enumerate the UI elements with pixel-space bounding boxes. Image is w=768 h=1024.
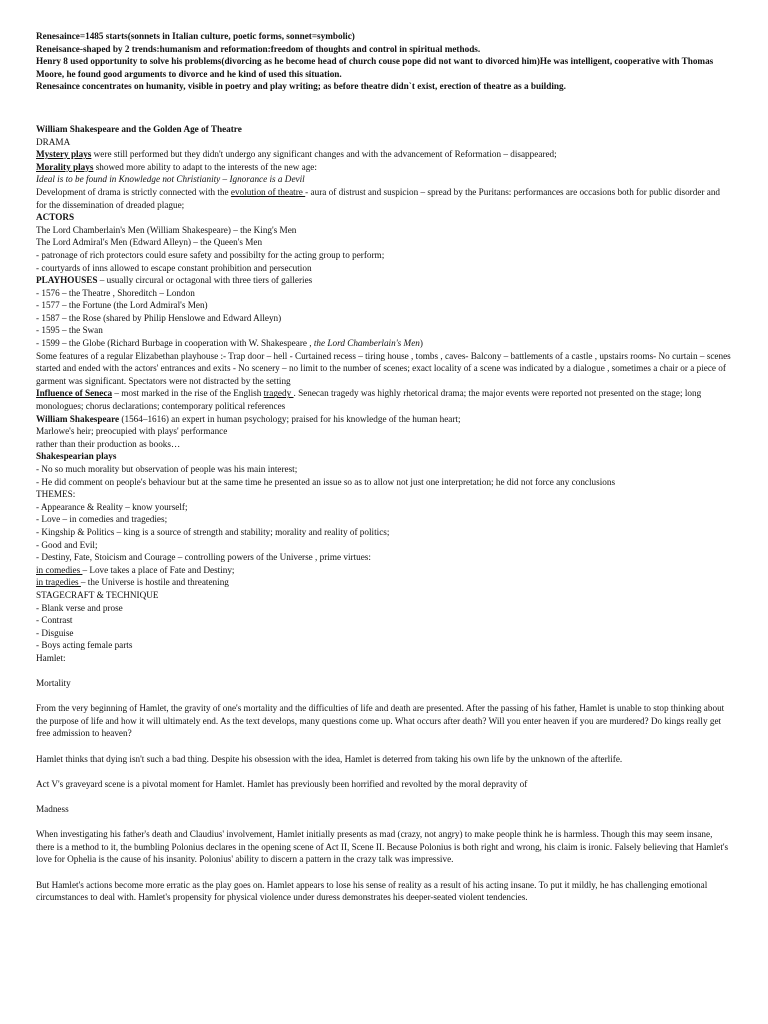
shakespearian-plays-item: - No so much morality but observation of people was his main interest; (36, 464, 298, 474)
seneca-term: Influence of Seneca (36, 388, 113, 399)
intro-block (36, 30, 732, 93)
playhouses-line (36, 274, 732, 287)
intro-line: Renesaince concentrates on humanity, visible in poetry and play writing; as before theatre didn`t exist, erection of theatre as a building. (36, 81, 566, 92)
mystery-plays-term: Mystery plays (36, 149, 92, 160)
tragedies-text: – the Universe is hostile and threatening (80, 577, 229, 588)
marlowe-line: Marlowe's heir; preocupied with plays' performance (36, 426, 228, 437)
playhouse-item: - 1595 – the Swan (36, 325, 103, 336)
theme-item: - Kingship & Politics – king is a source of strength and stability; morality and reality of politics; (36, 526, 390, 537)
globe-close: ) (419, 338, 423, 349)
madness-paragraph: When investigating his father's death and Claudius' involvement, Hamlet initially presents as mad (crazy, not angry) to make people think he is harmless. Though this may seem insane, there is a method to it, the bumbling Polonius declares in the opening scene of Act II, Scene II. Because Polonius is both right and wrong, his claim is ironic. Falsely believing that Hamlet's love for Ophelia is the cause of his insanity. Polonius' ability to discern a pattern in the crazy talk was impressive. (36, 829, 729, 865)
comedies-term: in comedies (36, 564, 83, 575)
hamlet-label: Hamlet: (36, 652, 66, 663)
theme-item: - Appearance & Reality – know yourself; (36, 501, 188, 512)
playhouse-item: - 1576 – the Theatre , Shoreditch – London (36, 287, 195, 298)
development-rest: - aura of distrust and suspicion – spread by the Puritans: performances are occasions both for public disorder and for the dissemination of dreaded plague; (36, 186, 721, 210)
actors-line: The Lord Admiral's Men (Edward Alleyn) – the Queen's Men (36, 237, 263, 248)
playhouses-term: PLAYHOUSES (36, 275, 98, 286)
drama-heading: DRAMA (36, 136, 71, 147)
stagecraft-item: - Blank verse and prose (36, 602, 123, 613)
mortality-paragraph: Hamlet thinks that dying isn't such a bad thing. Despite his obsession with the idea, Hamlet is deterred from taking his own life by the unknown of the afterlife. (36, 753, 623, 764)
development-paragraph (36, 186, 732, 211)
evolution-of-theatre-term: evolution of theatre (230, 186, 306, 197)
development-text: Development of drama is strictly connected with the (36, 186, 231, 197)
ideal-line: Ideal is to be found in Knowledge not Christianity – Ignorance is a Devil (36, 174, 305, 185)
actors-line: - courtyards of inns allowed to escape constant prohibition and persecution (36, 262, 312, 273)
playhouse-item-globe (36, 337, 732, 350)
seneca-paragraph (36, 387, 732, 412)
mystery-plays-text: were still performed but they didn't undergo any significant changes and with the advancement of Reformation – disappeared; (91, 149, 557, 160)
intro-line: Renesaince=1485 starts(sonnets in Italian culture, poetic forms, sonnet=symbolic) (36, 31, 355, 41)
playhouses-text: – usually circural or octagonal with three tiers of galleries (97, 275, 313, 286)
globe-company: the Lord Chamberlain's Men (313, 338, 420, 349)
mortality-paragraph: Act V's graveyard scene is a pivotal moment for Hamlet. Hamlet has previously been horrified and revolted by the moral depravity of (36, 778, 528, 789)
madness-paragraph: But Hamlet's actions become more erratic as the play goes on. Hamlet appears to lose his sense of reality as a result of his acting insane. To put it mildly, he has challenging emotional circumstances to deal with. Hamlet's propensity for physical violence under duress demonstrates his deeper-seated violent tendencies. (36, 879, 708, 903)
mystery-plays-line (36, 148, 732, 161)
morality-plays-line (36, 161, 732, 174)
actors-line: The Lord Chamberlain's Men (William Shakespeare) – the King's Men (36, 224, 297, 235)
stagecraft-item: - Disguise (36, 627, 74, 638)
shakespeare-term: William Shakespeare (36, 413, 120, 424)
shakespeare-line (36, 413, 732, 426)
theme-item: - Good and Evil; (36, 539, 98, 550)
mortality-heading: Mortality (36, 678, 71, 689)
theme-item: - Love – in comedies and tragedies; (36, 514, 168, 525)
tragedies-line (36, 576, 732, 589)
playhouse-item: - 1577 – the Fortune (the Lord Admiral's Men) (36, 300, 208, 311)
stagecraft-heading: STAGECRAFT & TECHNIQUE (36, 589, 159, 600)
stagecraft-item: - Boys acting female parts (36, 640, 133, 651)
tragedy-term: tragedy (263, 388, 294, 399)
madness-heading: Madness (36, 804, 69, 815)
mortality-paragraph: From the very beginning of Hamlet, the gravity of one's mortality and the difficulties of life and death are presented. After the passing of his father, Hamlet is unable to stop thinking about the purpose of life and how it will ultimately end. As the text develops, many questions come up. What occurs after death? Will you enter heaven if you are murdered? Do kings really get free admission to heaven? (36, 703, 725, 739)
intro-line: Henry 8 used opportunity to solve his problems(divorcing as he become head of church couse pope did not want to divorced him)He was intelligent, cooperative with Thomas Moore, he found good arguments to divorce and he kind of used this situation. (36, 56, 714, 79)
actors-line: - patronage of rich protectors could esure safety and possibilty for the acting group to perform; (36, 249, 385, 260)
morality-plays-text: showed more ability to adapt to the interests of the new age: (93, 161, 317, 172)
seneca-text: – most marked in the rise of the English (112, 388, 264, 399)
playhouse-item: - 1587 – the Rose (shared by Philip Henslowe and Edward Alleyn) (36, 312, 282, 323)
actors-heading: ACTORS (36, 212, 75, 223)
globe-text: - 1599 – the Globe (Richard Burbage in cooperation with W. Shakespeare , (36, 338, 314, 349)
seneca-rest: . Senecan tragedy was highly rhetorical drama; the major events were reported not presented on the stage; long monologues; chorus declarations; contemporary political references (36, 388, 702, 412)
intro-line: Reneisance-shaped by 2 trends:humanism and reformation:freedom of thoughts and control in spiritual methods. (36, 43, 481, 54)
stagecraft-item: - Contrast (36, 615, 73, 626)
shakespearian-plays-heading: Shakespearian plays (36, 451, 117, 462)
section-title: William Shakespeare and the Golden Age of Theatre (36, 123, 242, 134)
theme-item: - Destiny, Fate, Stoicism and Courage – controlling powers of the Universe , prime virtues: (36, 552, 371, 563)
comedies-line (36, 564, 732, 577)
themes-heading: THEMES: (36, 489, 76, 500)
marlowe-line: rather than their production as books… (36, 438, 181, 449)
shakespearian-plays-item: - He did comment on people's behaviour but at the same time he presented an issue so as to allow not just one interpretation; he did not force any conclusions (36, 476, 616, 487)
tragedies-term: in tragedies (36, 577, 81, 588)
morality-plays-term: Morality plays (36, 161, 94, 172)
playhouse-features: Some features of a regular Elizabethan playhouse :- Trap door – hell - Curtained recess – tiring house , tombs , caves- Balcony – battlements of a castle , upstairs rooms- No curtain – scenes started and ended with the actors' entrances and exits - No scenery – no limit to the number of scenes; exact locality of a scene was indicated by a dialogue , sometimes a chair or a piece of garment was significant. Spectators were not distracted by the setting (36, 350, 731, 386)
comedies-text: – Love takes a place of Fate and Destiny; (82, 564, 235, 575)
shakespeare-text: (1564–1616) an expert in human psychology; praised for his knowledge of the human heart; (119, 413, 461, 424)
